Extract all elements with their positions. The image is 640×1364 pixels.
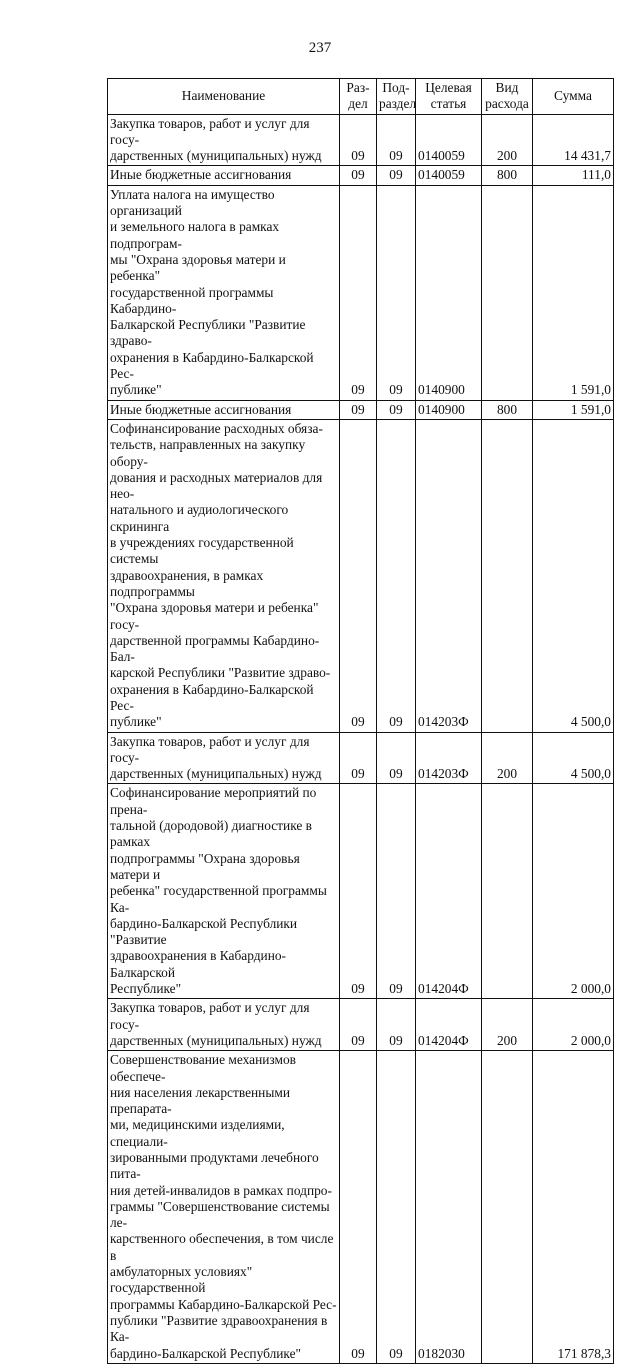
row-celevaya-statya: 014203Ф [416, 732, 482, 784]
row-podrazdel: 09 [377, 185, 416, 400]
row-podrazdel: 09 [377, 166, 416, 185]
row-razdel: 09 [340, 732, 377, 784]
row-vid-raskhoda: 200 [482, 732, 533, 784]
row-razdel: 09 [340, 999, 377, 1051]
row-razdel: 09 [340, 1051, 377, 1364]
row-summa: 2 000,0 [533, 999, 614, 1051]
table-row [108, 784, 614, 999]
table-body [108, 114, 614, 1363]
row-celevaya-statya: 014203Ф [416, 419, 482, 732]
table-row [108, 114, 614, 166]
header-vid-raskhoda: Вид расхода [482, 79, 533, 115]
row-celevaya-statya: 0140059 [416, 166, 482, 185]
row-name: Закупка товаров, работ и услуг для госу- дарственных (муниципальных) нужд [108, 732, 340, 784]
table-row [108, 419, 614, 732]
row-summa: 14 431,7 [533, 114, 614, 166]
row-podrazdel: 09 [377, 400, 416, 419]
row-razdel: 09 [340, 114, 377, 166]
row-celevaya-statya: 0140900 [416, 185, 482, 400]
table-row [108, 732, 614, 784]
row-podrazdel: 09 [377, 732, 416, 784]
table-row [108, 185, 614, 400]
header-podrazdel: Под- раздел [377, 79, 416, 115]
row-name: Уплата налога на имущество организаций и земельного налога в рамках подпрограм- мы "Охрана здоровья матери и ребенка" государственной программы Кабардино- Балкарской Республики "Развитие здраво- охранения в Кабардино-Балкарской Рес- публике" [108, 185, 340, 400]
row-summa: 111,0 [533, 166, 614, 185]
row-summa: 4 500,0 [533, 732, 614, 784]
row-summa: 1 591,0 [533, 185, 614, 400]
page-number: 237 [308, 40, 332, 56]
row-name: Софинансирование расходных обяза- тельств, направленных на закупку обору- дования и расходных материалов для нео- натального и аудиологического скрининга в учреждениях государственной системы здравоохранения, в рамках подпрограммы "Охрана здоровья матери и ребенка" госу- дарственной программы Кабардино-Бал- карской Республики "Развитие здраво- охранения в Кабардино-Балкарской Рес- публике" [108, 419, 340, 732]
row-name: Софинансирование мероприятий по прена- тальной (дородовой) диагностике в рамках подпрограммы "Охрана здоровья матери и ребенка" государственной программы Ка- бардино-Балкарской Республики "Развитие здравоохранения в Кабардино-Балкарской Республике" [108, 784, 340, 999]
row-razdel: 09 [340, 400, 377, 419]
row-vid-raskhoda: 800 [482, 400, 533, 419]
row-razdel: 09 [340, 185, 377, 400]
table-row [108, 400, 614, 419]
row-celevaya-statya: 0140900 [416, 400, 482, 419]
row-summa: 1 591,0 [533, 400, 614, 419]
header-name: Наименование [108, 79, 340, 115]
row-vid-raskhoda [482, 419, 533, 732]
row-name: Иные бюджетные ассигнования [108, 166, 340, 185]
row-name: Совершенствование механизмов обеспече- ния населения лекарственными препарата- ми, медицинскими изделиями, специали- зированными продуктами лечебного пита- ния детей-инвалидов в рамках подпро- граммы "Совершенствование системы ле- карственного обеспечения, в том числе в амбулаторных условиях" государственной программы Кабардино-Балкарской Рес- публики "Развитие здравоохранения в Ка- бардино-Балкарской Республике" [108, 1051, 340, 1364]
row-vid-raskhoda [482, 1051, 533, 1364]
row-celevaya-statya: 014204Ф [416, 784, 482, 999]
row-podrazdel: 09 [377, 114, 416, 166]
row-vid-raskhoda: 800 [482, 166, 533, 185]
row-vid-raskhoda: 200 [482, 999, 533, 1051]
header-summa: Сумма [533, 79, 614, 115]
table-row [108, 166, 614, 185]
header-celevaya-statya: Целевая статья [416, 79, 482, 115]
header-row [108, 79, 614, 115]
row-podrazdel: 09 [377, 999, 416, 1051]
row-razdel: 09 [340, 166, 377, 185]
row-celevaya-statya: 0140059 [416, 114, 482, 166]
row-name: Закупка товаров, работ и услуг для госу- дарственных (муниципальных) нужд [108, 999, 340, 1051]
row-podrazdel: 09 [377, 419, 416, 732]
row-name: Иные бюджетные ассигнования [108, 400, 340, 419]
row-vid-raskhoda: 200 [482, 114, 533, 166]
row-summa: 2 000,0 [533, 784, 614, 999]
budget-table [107, 78, 614, 1364]
table-row [108, 1051, 614, 1364]
row-name: Закупка товаров, работ и услуг для госу- дарственных (муниципальных) нужд [108, 114, 340, 166]
row-podrazdel: 09 [377, 784, 416, 999]
header-razdel: Раз- дел [340, 79, 377, 115]
row-razdel: 09 [340, 419, 377, 732]
row-summa: 171 878,3 [533, 1051, 614, 1364]
row-vid-raskhoda [482, 784, 533, 999]
row-vid-raskhoda [482, 185, 533, 400]
row-podrazdel: 09 [377, 1051, 416, 1364]
row-summa: 4 500,0 [533, 419, 614, 732]
row-celevaya-statya: 0182030 [416, 1051, 482, 1364]
row-celevaya-statya: 014204Ф [416, 999, 482, 1051]
table-row [108, 999, 614, 1051]
row-razdel: 09 [340, 784, 377, 999]
